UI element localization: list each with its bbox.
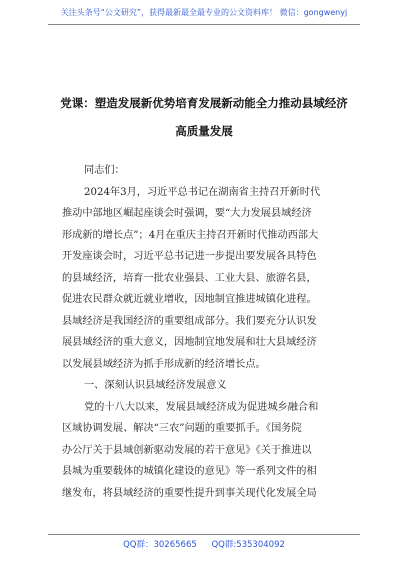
paragraph-1-line: 展县域经济的重大意义，因地制宜地发展和壮大县域经济 <box>62 337 317 348</box>
header-notice: 关注头条号“公文研究”，获得最新最全最专业的公文资料库！ 微信：gongwenyj <box>60 8 348 17</box>
paragraph-1-line: 以发展县域经济为抓手形成新的经济增长点。 <box>62 358 266 370</box>
paragraph-1-line: 促进农民群众就近就业增收，因地制宜推进城镇化进程。 <box>62 294 317 305</box>
paragraph-2-line: 区域协调发展、解决“三农”问题的重要抓手。《国务院 <box>62 423 302 434</box>
paragraph-2-line: 县城为重要载体的城镇化建设的意见》等一系列文件的相 <box>62 466 317 477</box>
section-1-heading: 一、深刻认识县域经济发展意义 <box>84 380 227 391</box>
footer-qq-group-2: QQ群:535304092 <box>211 540 285 550</box>
salutation: 同志们： <box>84 165 125 176</box>
paragraph-1-line: 推动中部地区崛起座谈会时强调，要“大力发展县域经济 <box>62 208 312 219</box>
footer-divider <box>48 534 360 535</box>
paragraph-2-line: 继发布，将县域经济的重要性提升到事关现代化发展全局 <box>62 487 317 499</box>
paragraph-1-line: 开发座谈会时，习近平总书记进一步提出要发展各具特色 <box>62 251 317 262</box>
document-body <box>62 160 354 504</box>
header-divider <box>48 24 360 25</box>
paragraph-2-line: 党的十八大以来，发展县域经济成为促进城乡融合和 <box>84 401 319 413</box>
paragraph-2-line: 办公厅关于县域创新驱动发展的若干意见》《关于推进以 <box>62 444 312 456</box>
document-title-line-2: 高质量发展 <box>175 124 233 138</box>
footer <box>0 538 408 550</box>
footer-qq-group-1: QQ群：30265665 <box>123 540 197 550</box>
paragraph-1-line: 形成新的增长点”；4月在重庆主持召开新时代推动西部大 <box>62 229 319 241</box>
paragraph-1-line: 的县域经济，培育一批农业强县、工业大县、旅游名县， <box>62 272 317 284</box>
paragraph-1-line: 县域经济是我国经济的重要组成部分。我们要充分认识发 <box>62 315 317 327</box>
document-title-line-1: 党课：塑造发展新优势培育发展新动能全力推动县域经济 <box>60 96 348 110</box>
paragraph-1-line: 2024年3月，习近平总书记在湖南省主持召开新时代 <box>84 186 321 198</box>
